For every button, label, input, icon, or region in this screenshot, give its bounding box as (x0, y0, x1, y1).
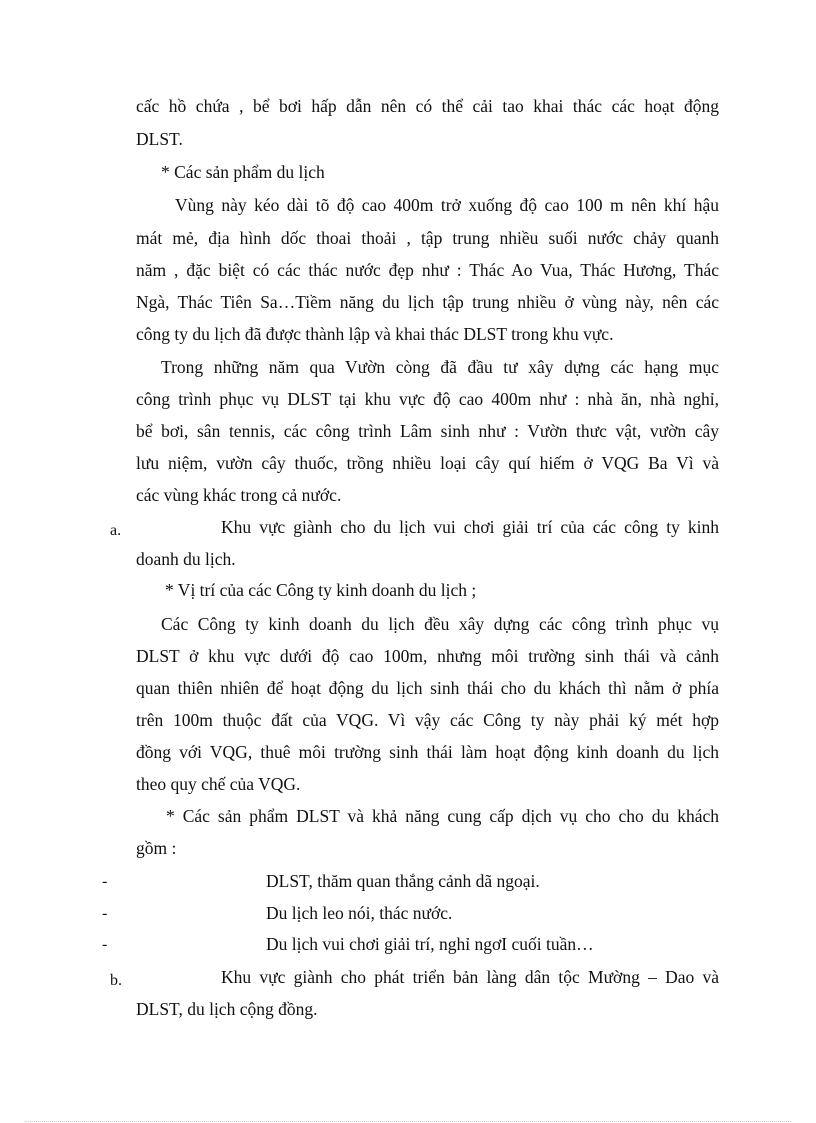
paragraph-2-line-4: Ngà, Thác Tiên Sa…Tiềm năng du lịch tập trung nhiều ở vùng này, nên các (136, 292, 719, 312)
bullet-3-text: Du lịch vui chơi giải trí, nghỉ ngơI cuối tuần… (266, 934, 594, 954)
paragraph-2-line-1: Vùng này kéo dài tõ độ cao 400m trở xuống độ cao 100 m nên khí hậu (175, 195, 719, 215)
paragraph-2-line-2: mát mẻ, địa hình dốc thoai thoải , tập trung nhiều suối nước chảy quanh (136, 228, 719, 248)
bullet-3-marker: - (102, 936, 108, 953)
section-a-line-1: Khu vực giành cho du lịch vui chơi giải trí của các công ty kinh (221, 517, 719, 537)
section-b-line-2: DLST, du lịch cộng đồng. (136, 999, 318, 1019)
paragraph-2-line-3: năm , đặc biệt có các thác nước đẹp như : Thác Ao Vua, Thác Hương, Thác (136, 260, 719, 280)
paragraph-4-line-2: DLST ở khu vực dưới độ cao 100m, nhưng môi trường sinh thái và cảnh (136, 646, 719, 666)
heading-dlst-products-line-2: gồm : (136, 838, 177, 858)
page-bottom-rule (25, 1121, 791, 1122)
paragraph-4-line-3: quan thiên nhiên để hoạt động du lịch sinh thái cho du khách thì nằm ở phía (136, 678, 719, 698)
heading-dlst-products-line-1: * Các sản phẩm DLST và khả năng cung cấp dịch vụ cho cho du khách (166, 806, 719, 826)
paragraph-3-line-2: công trình phục vụ DLST tại khu vực độ cao 400m như : nhà ăn, nhà nghỉ, (136, 389, 719, 409)
bullet-2-text: Du lịch leo nói, thác nước. (266, 903, 453, 923)
paragraph-3-line-1: Trong những năm qua Vườn còng đã đầu tư xây dựng các hạng mục (161, 357, 719, 377)
paragraph-3-line-3: bể bơi, sân tennis, các công trình Lâm sinh như : Vườn thưc vật, vườn cây (136, 421, 719, 441)
heading-products: * Các sản phẩm du lịch (161, 162, 325, 182)
paragraph-4-line-4: trên 100m thuộc đất của VQG. Vì vậy các Công ty này phải ký mét hợp (136, 710, 719, 730)
section-a-line-2: doanh du lịch. (136, 549, 236, 569)
heading-company-location: * Vị trí của các Công ty kinh doanh du lịch ; (165, 580, 477, 600)
bullet-1-text: DLST, thăm quan thắng cảnh dã ngoại. (266, 871, 540, 891)
paragraph-4-line-6: theo quy chế của VQG. (136, 774, 301, 794)
paragraph-1-line-1: cấc hồ chứa , bể bơi hấp dẫn nên có thể cải tao khai thác các hoạt động (136, 96, 719, 116)
paragraph-3-line-4: lưu niệm, vườn cây thuốc, trồng nhiều loại cây quí hiếm ở VQG Ba Vì và (136, 453, 719, 473)
paragraph-2-line-5: công ty du lịch đã được thành lập và khai thác DLST trong khu vực. (136, 324, 614, 344)
section-b-marker: b. (110, 972, 122, 989)
section-b-line-1: Khu vực giành cho phát triển bản làng dân tộc Mường – Dao và (221, 967, 719, 987)
paragraph-4-line-5: đồng với VQG, thuê môi trường sinh thái làm hoạt động kinh doanh du lịch (136, 742, 719, 762)
paragraph-1-line-2: DLST. (136, 129, 183, 149)
bullet-2-marker: - (102, 905, 108, 922)
section-a-marker: a. (110, 522, 122, 539)
bullet-1-marker: - (102, 873, 108, 890)
paragraph-4-line-1: Các Công ty kinh doanh du lịch đều xây dựng các công trình phục vụ (161, 614, 719, 634)
paragraph-3-line-5: các vùng khác trong cả nước. (136, 485, 342, 505)
